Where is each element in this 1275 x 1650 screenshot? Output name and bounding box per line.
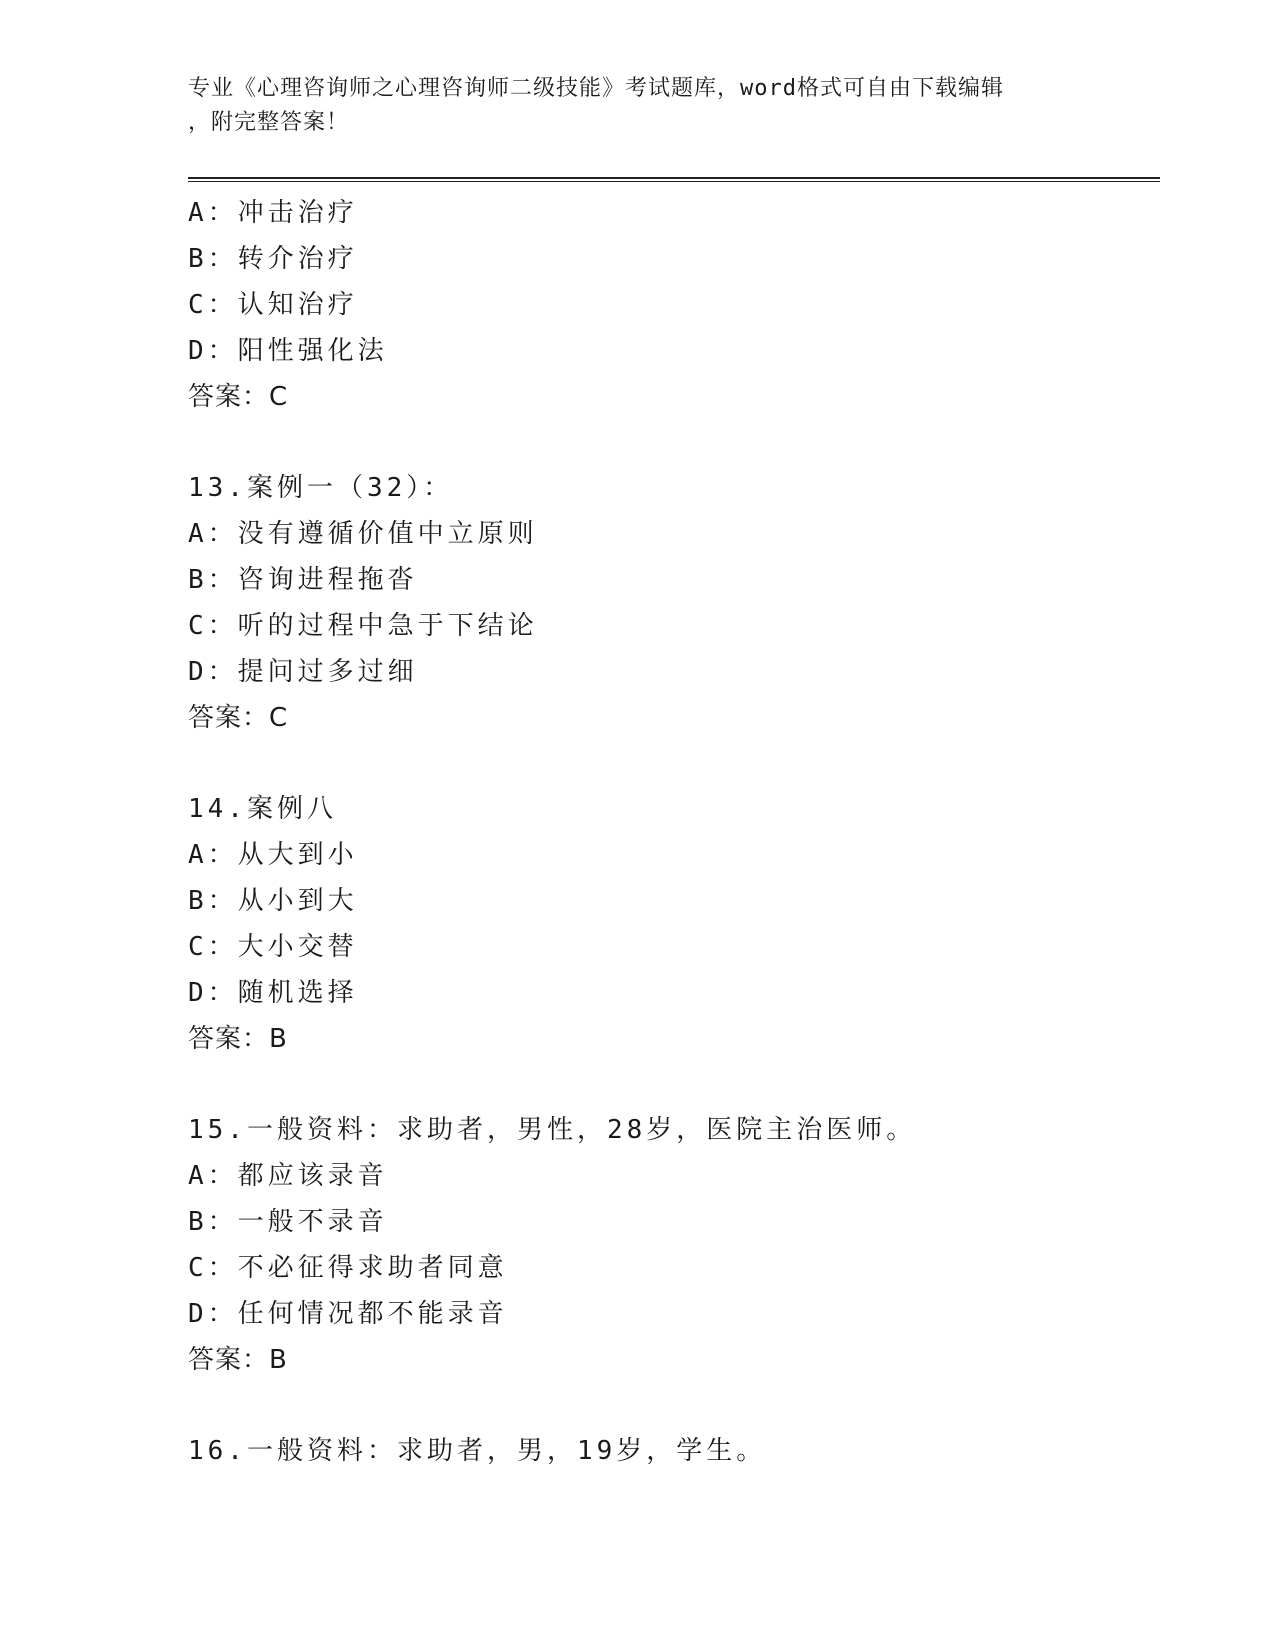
header-divider (188, 177, 1160, 182)
option-c: C：听的过程中急于下结论 (188, 611, 538, 641)
answer-line: 答案：C (188, 382, 289, 412)
option-b: B：转介治疗 (188, 244, 358, 274)
question-14 (188, 786, 1148, 1062)
option-a: A：从大到小 (188, 840, 358, 870)
answer-line: 答案：B (188, 1345, 288, 1375)
question-stem: 14.案例八 (188, 794, 337, 824)
question-spacer (188, 1383, 1148, 1428)
option-d: D：阳性强化法 (188, 336, 388, 366)
question-stem: 16.一般资料：求助者，男，19岁，学生。 (188, 1436, 767, 1466)
option-c: C：认知治疗 (188, 290, 358, 320)
question-stem: 15.一般资料：求助者，男性，28岁，医院主治医师。 (188, 1115, 917, 1145)
header-line-2: ，附完整答案！ (188, 110, 350, 135)
question-spacer (188, 420, 1148, 465)
document-header (188, 72, 1088, 140)
option-c: C：大小交替 (188, 932, 358, 962)
question-12 (188, 190, 1148, 420)
question-spacer (188, 1062, 1148, 1107)
option-d: D：提问过多过细 (188, 657, 418, 687)
option-b: B：从小到大 (188, 886, 358, 916)
question-stem: 13.案例一（32）： (188, 473, 454, 503)
option-b: B：一般不录音 (188, 1207, 388, 1237)
option-a: A：冲击治疗 (188, 198, 358, 228)
header-line-1: 专业《心理咨询师之心理咨询师二级技能》考试题库，word格式可自由下载编辑 (188, 76, 1004, 101)
question-list (188, 190, 1148, 1474)
answer-line: 答案：C (188, 703, 289, 733)
question-15 (188, 1107, 1148, 1383)
option-a: A：都应该录音 (188, 1161, 388, 1191)
option-c: C：不必征得求助者同意 (188, 1253, 508, 1283)
option-d: D：任何情况都不能录音 (188, 1299, 508, 1329)
question-16 (188, 1428, 1148, 1474)
option-d: D：随机选择 (188, 978, 358, 1008)
option-a: A：没有遵循价值中立原则 (188, 519, 538, 549)
question-13 (188, 465, 1148, 741)
option-b: B：咨询进程拖沓 (188, 565, 418, 595)
answer-line: 答案：B (188, 1024, 288, 1054)
question-spacer (188, 741, 1148, 786)
